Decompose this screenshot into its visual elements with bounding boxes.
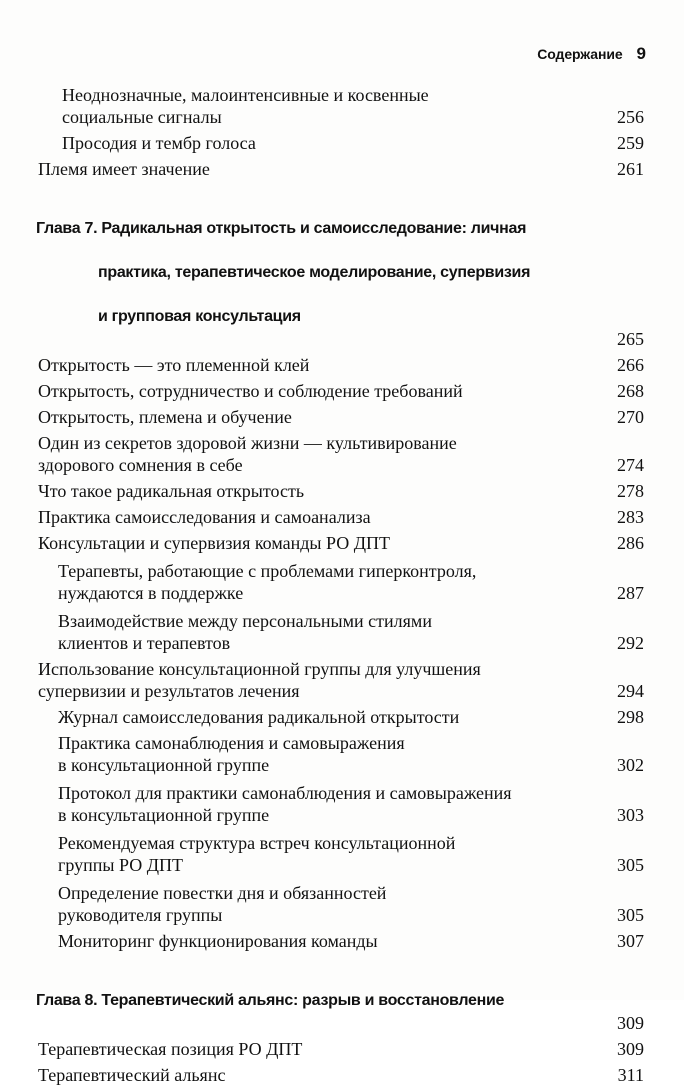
toc-entry (0, 1038, 684, 1060)
toc-entry-page: 261 (617, 159, 644, 179)
toc-entry (0, 84, 684, 128)
toc-entry-title: Открытость, племена и обучение (38, 407, 292, 427)
toc-entry-page: 294 (617, 681, 644, 701)
header-page-number: 9 (636, 44, 646, 63)
toc-entry-page: 268 (617, 381, 644, 401)
toc-entry-page: 298 (617, 707, 644, 727)
toc-entry-page: 256 (617, 107, 644, 127)
toc-entry-title: Мониторинг функционирования команды (58, 931, 378, 951)
toc-chapter-heading (0, 196, 684, 350)
chapter-title-line: Глава 8. Терапевтический альянс: разрыв и восстановление (36, 992, 505, 1009)
toc-entry-title: Открытость — это племенной клей (38, 355, 310, 375)
chapter-title-line: практика, терапевтическое моделирование, супервизия (98, 264, 531, 281)
toc-entry-title: Взаимодействие между персональными стилями клиентов и терапевтов (58, 611, 432, 653)
toc-chapter-heading (0, 968, 684, 1034)
toc-entry-page: 305 (617, 855, 644, 875)
toc-entry-page: 309 (617, 1013, 644, 1033)
toc-entry-title: Племя имеет значение (38, 159, 210, 179)
toc-entry (0, 610, 684, 654)
toc-entry-title: Практика самоисследования и самоанализа (38, 507, 371, 527)
toc-entry-title: Консультации и супервизия команды РО ДПТ (38, 533, 390, 553)
toc-entry-page: 286 (617, 533, 644, 553)
toc-entry-page: 266 (617, 355, 644, 375)
running-header (537, 44, 646, 64)
toc-entry-title: Рекомендуемая структура встреч консультационной группы РО ДПТ (58, 833, 456, 875)
toc-entry-title: Использование консультационной группы для улучшения супервизии и результатов лечения (38, 659, 481, 701)
toc-entry-page: 305 (617, 905, 644, 925)
toc-entry (0, 732, 684, 776)
toc-entry-title: Терапевтическая позиция РО ДПТ (38, 1039, 303, 1059)
toc-entry (0, 882, 684, 926)
toc-entry (0, 832, 684, 876)
toc-entry (0, 560, 684, 604)
toc-entry-page: 278 (617, 481, 644, 501)
toc-entry-page: 265 (617, 329, 644, 349)
header-title: Содержание (537, 46, 623, 62)
table-of-contents (0, 84, 684, 1086)
toc-entry (0, 480, 684, 502)
toc-entry (0, 406, 684, 428)
toc-entry (0, 132, 684, 154)
toc-entry-title: Протокол для практики самонаблюдения и самовыражения в консультационной группе (58, 783, 512, 825)
toc-entry-page: 274 (617, 455, 644, 475)
toc-entry (0, 706, 684, 728)
toc-entry-title: Что такое радикальная открытость (38, 481, 305, 501)
toc-entry-page: 303 (617, 805, 644, 825)
toc-entry-title: Терапевты, работающие с проблемами гиперконтроля, нуждаются в поддержке (58, 561, 477, 603)
toc-entry-title: Практика самонаблюдения и самовыражения в консультационной группе (58, 733, 405, 775)
toc-entry-title: Неоднозначные, малоинтенсивные и косвенные социальные сигналы (62, 85, 429, 127)
toc-entry (0, 1064, 684, 1086)
toc-entry-page: 283 (617, 507, 644, 527)
toc-entry-title: Терапевтический альянс (38, 1065, 226, 1085)
toc-entry-title: Журнал самоисследования радикальной открытости (58, 707, 460, 727)
toc-entry-title: Просодия и тембр голоса (62, 133, 256, 153)
chapter-title-line: и групповая консультация (98, 308, 301, 325)
toc-entry-page: 309 (617, 1039, 644, 1059)
chapter-title (0, 196, 684, 350)
toc-entry-page: 311 (617, 1065, 644, 1085)
toc-entry-page: 287 (617, 583, 644, 603)
toc-entry (0, 532, 684, 554)
toc-entry (0, 158, 684, 180)
toc-entry-title: Один из секретов здоровой жизни — культивирование здорового сомнения в себе (38, 433, 457, 475)
toc-entry (0, 354, 684, 376)
toc-entry (0, 930, 684, 952)
toc-entry-page: 259 (617, 133, 644, 153)
toc-entry-page: 302 (617, 755, 644, 775)
toc-entry (0, 506, 684, 528)
toc-entry-page: 270 (617, 407, 644, 427)
toc-entry (0, 658, 684, 702)
toc-entry-page: 307 (617, 931, 644, 951)
toc-entry-title: Открытость, сотрудничество и соблюдение требований (38, 381, 463, 401)
chapter-title (0, 968, 684, 1034)
chapter-title-line: Глава 7. Радикальная открытость и самоисследование: личная (36, 220, 527, 237)
toc-entry (0, 432, 684, 476)
toc-entry-title: Определение повестки дня и обязанностей руководителя группы (58, 883, 387, 925)
toc-entry (0, 782, 684, 826)
toc-entry-page: 292 (617, 633, 644, 653)
toc-entry (0, 380, 684, 402)
